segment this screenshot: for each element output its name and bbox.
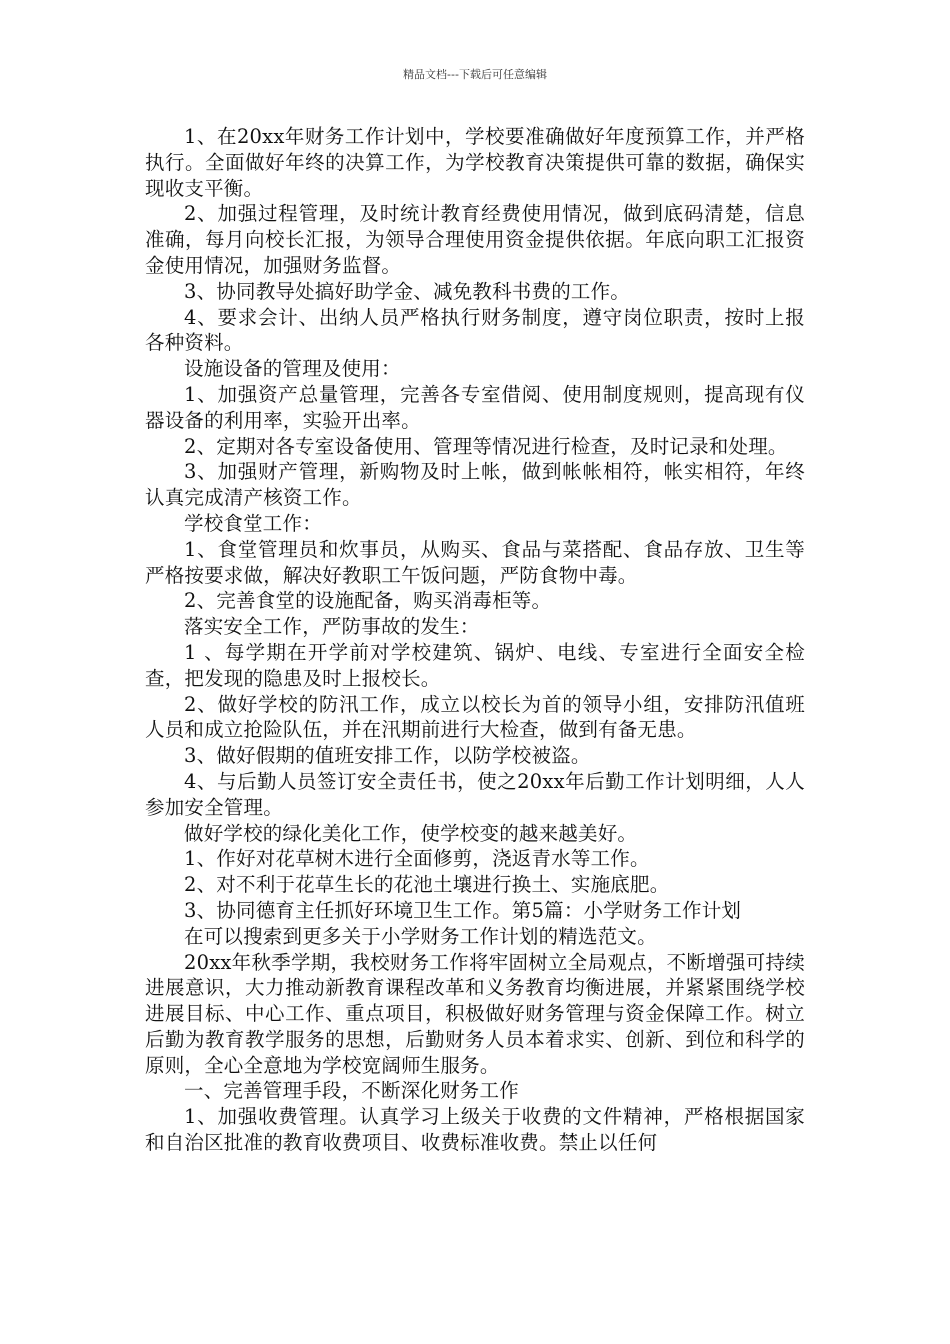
section-heading: 学校食堂工作： [184, 511, 322, 535]
paragraph: 1、加强收费管理。认真学习上级关于收费的文件精神，严格根据国家和自治区批准的教育收费项目、收费标准收费。禁止以任何 [145, 1105, 805, 1155]
paragraph: 1、作好对花草树木进行全面修剪，浇返青水等工作。 [184, 847, 650, 871]
section-heading: 一、完善管理手段，不断深化财务工作 [184, 1079, 519, 1103]
page-header: 精品文档---下载后可任意编辑 [403, 68, 547, 81]
paragraph: 3、协同教导处搞好助学金、减免教科书费的工作。 [184, 279, 631, 303]
paragraph: 3、协同德育主任抓好环境卫生工作。第5篇：小学财务工作计划 [184, 898, 742, 922]
section-heading: 做好学校的绿化美化工作，使学校变的越来越美好。 [184, 821, 638, 845]
paragraph: 3、加强财产管理，新购物及时上帐，做到帐帐相符，帐实相符，年终认真完成清产核资工作。 [145, 460, 805, 510]
paragraph: 2、定期对各专室设备使用、管理等情况进行检查，及时记录和处理。 [184, 434, 788, 458]
paragraph: 3、做好假期的值班安排工作，以防学校被盗。 [184, 744, 591, 768]
paragraph: 1 、每学期在开学前对学校建筑、锅炉、电线、专室进行全面安全检查，把发现的隐患及时上报校长。 [145, 640, 805, 690]
section-heading: 落实安全工作，严防事故的发生： [184, 615, 480, 639]
paragraph: 2、加强过程管理，及时统计教育经费使用情况，做到底码清楚，信息准确，每月向校长汇报，为领导合理使用资金提供依据。年底向职工汇报资金使用情况，加强财务监督。 [145, 202, 805, 277]
paragraph: 在可以搜索到更多关于小学财务工作计划的精选范文。 [184, 924, 657, 948]
paragraph: 2、完善食堂的设施配备，购买消毒柜等。 [184, 589, 552, 613]
paragraph: 2、做好学校的防汛工作，成立以校长为首的领导小组，安排防汛值班人员和成立抢险队伍，并在汛期前进行大检查，做到有备无患。 [145, 692, 805, 742]
section-heading: 设施设备的管理及使用： [184, 357, 401, 381]
paragraph: 4、要求会计、出纳人员严格执行财务制度，遵守岗位职责，按时上报各种资料。 [145, 305, 805, 355]
paragraph: 20xx年秋季学期，我校财务工作将牢固树立全局观点，不断增强可持续进展意识，大力推动新教育课程改革和义务教育均衡进展，并紧紧围绕学校进展目标、中心工作、重点项目，积极做好财务管理与资金保障工作。树立后勤为教育教学服务的思想，后勤财务人员本着求实、创新、到位和科学的原则，全心全意地为学校宽阔师生服务。 [145, 950, 805, 1077]
document-body [145, 124, 805, 1156]
paragraph: 1、食堂管理员和炊事员，从购买、食品与菜搭配、食品存放、卫生等严格按要求做，解决好教职工午饭问题，严防食物中毒。 [145, 537, 805, 587]
paragraph: 2、对不利于花草生长的花池土壤进行换土、实施底肥。 [184, 873, 670, 897]
paragraph: 4、与后勤人员签订安全责任书，使之20xx年后勤工作计划明细，人人参加安全管理。 [145, 769, 805, 819]
paragraph: 1、在20xx年财务工作计划中，学校要准确做好年度预算工作，并严格执行。全面做好年终的决算工作，为学校教育决策提供可靠的数据，确保实现收支平衡。 [145, 125, 805, 200]
paragraph: 1、加强资产总量管理，完善各专室借阅、使用制度规则，提高现有仪器设备的利用率，实验开出率。 [145, 382, 805, 432]
